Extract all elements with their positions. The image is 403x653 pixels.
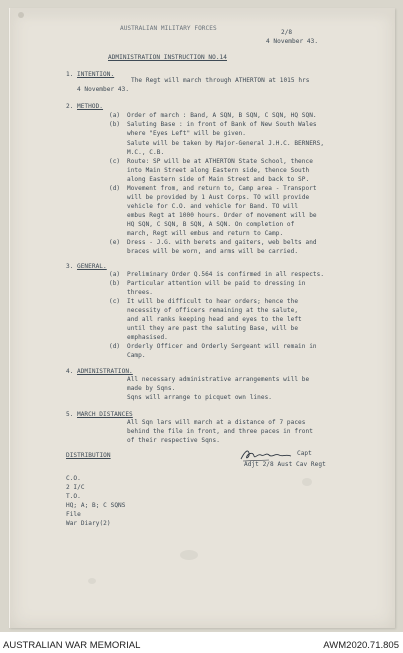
item-label: (d) bbox=[109, 185, 121, 192]
item-label: (d) bbox=[109, 343, 121, 350]
item-label: (b) bbox=[109, 121, 121, 128]
footer-accession-number: AWM2020.71.805 bbox=[323, 640, 399, 651]
method-line: Saluting Base : in front of Bank of New South Wales bbox=[127, 121, 317, 128]
method-line: where "Eyes Left" will be given. bbox=[127, 130, 246, 137]
general-line: Preliminary Order Q.564 is confirmed in all respects. bbox=[127, 271, 325, 278]
punch-hole bbox=[18, 12, 24, 18]
distribution-item: File bbox=[66, 511, 81, 518]
section-heading-general: GENERAL. bbox=[77, 263, 107, 270]
method-line: will be provided by 1 Aust Corps. TO will provide bbox=[127, 194, 310, 201]
general-line: threes. bbox=[127, 289, 154, 296]
administration-line: Sqns will arrange to picquet own lines. bbox=[127, 394, 273, 401]
item-label: (a) bbox=[109, 271, 121, 278]
signature-rank: Capt bbox=[297, 450, 312, 457]
intention-line: The Regt will march through ATHERTON at 1015 hrs bbox=[131, 77, 310, 84]
paper-edge-shading bbox=[10, 8, 395, 22]
general-line: Camp. bbox=[127, 352, 146, 359]
general-line: Particular attention will be paid to dressing in bbox=[127, 280, 306, 287]
method-line: Movement from, and return to, Camp area - Transport bbox=[127, 185, 317, 192]
signature-appointment: Adjt 2/8 Aust Cav Regt bbox=[244, 461, 326, 468]
administration-line: All necessary administrative arrangements will be bbox=[127, 376, 310, 383]
general-line: and all ranks keeping head and eyes to the left bbox=[127, 316, 302, 323]
paper-smudge bbox=[180, 550, 198, 560]
distribution-item: 2 I/C bbox=[66, 484, 85, 491]
header-date: 4 November 43. bbox=[266, 38, 319, 45]
section-heading-administration: ADMINISTRATION. bbox=[77, 368, 133, 375]
march-distances-line: All Sqn lars will march at a distance of 7 paces bbox=[127, 419, 306, 426]
method-line: vehicle for C.O. and vehicle for Band. TO will bbox=[127, 203, 299, 210]
section-number: 3. bbox=[66, 263, 74, 270]
method-line: Order of march : Band, A SQN, B SQN, C SQN, HQ SQN. bbox=[127, 112, 317, 119]
archive-footer bbox=[0, 632, 403, 653]
method-line: Route: SP will be at ATHERTON State School, thence bbox=[127, 158, 313, 165]
section-number: 5. bbox=[66, 411, 74, 418]
administration-line: made by Sqns. bbox=[127, 385, 176, 392]
method-line: HQ SQN, C SQN, B SQN, A SQN. On completion of bbox=[127, 221, 295, 228]
general-line: until they are past the saluting Base, will be bbox=[127, 325, 299, 332]
item-label: (a) bbox=[109, 112, 121, 119]
distribution-item: HQ; A; B; C SQNS bbox=[66, 502, 126, 509]
distribution-item: T.O. bbox=[66, 493, 81, 500]
section-number: 2. bbox=[66, 103, 74, 110]
general-line: Orderly Officer and Orderly Sergeant will remain in bbox=[127, 343, 317, 350]
section-heading-march-distances: MARCH DISTANCES bbox=[77, 411, 133, 418]
header-ref: 2/8 bbox=[281, 29, 293, 36]
header-force: AUSTRALIAN MILITARY FORCES bbox=[120, 25, 217, 32]
item-label: (c) bbox=[109, 298, 121, 305]
method-line: along Eastern side of Main Street and back to SP. bbox=[127, 176, 310, 183]
footer-institution: AUSTRALIAN WAR MEMORIAL bbox=[3, 640, 141, 651]
march-distances-line: of their respective Sqns. bbox=[127, 437, 220, 444]
section-heading-method: METHOD. bbox=[77, 103, 104, 110]
item-label: (b) bbox=[109, 280, 121, 287]
march-distances-line: behind the file in front, and three paces in front bbox=[127, 428, 313, 435]
method-line: M.C., C.B. bbox=[127, 149, 165, 156]
paper-smudge bbox=[88, 578, 96, 584]
method-line: into Main Street along Eastern side, thence South bbox=[127, 167, 310, 174]
distribution-item: C.O. bbox=[66, 475, 81, 482]
item-label: (e) bbox=[109, 239, 121, 246]
section-number: 4. bbox=[66, 368, 74, 375]
section-number: 1. bbox=[66, 71, 74, 78]
section-heading-intention: INTENTION. bbox=[77, 71, 115, 78]
item-label: (c) bbox=[109, 158, 121, 165]
method-line: Salute will be taken by Major-General J.H.C. BERNERS, bbox=[127, 140, 325, 147]
general-line: necessity of officers remaining at the salute, bbox=[127, 307, 299, 314]
method-line: embus Regt at 1000 hours. Order of movement will be bbox=[127, 212, 317, 219]
paper-smudge bbox=[302, 478, 312, 486]
intention-line: 4 November 43. bbox=[77, 86, 130, 93]
distribution-heading: DISTRIBUTION bbox=[66, 452, 111, 459]
method-line: Dress - J.G. with berets and gaiters, web belts and bbox=[127, 239, 317, 246]
method-line: braces will be worn, and arms will be carried. bbox=[127, 248, 299, 255]
general-line: emphasised. bbox=[127, 334, 168, 341]
method-line: march, Regt will embus and return to Camp. bbox=[127, 230, 284, 237]
distribution-item: War Diary(2) bbox=[66, 520, 111, 527]
general-line: It will be difficult to hear orders; hence the bbox=[127, 298, 299, 305]
document-title: ADMINISTRATION INSTRUCTION NO.14 bbox=[108, 54, 227, 61]
